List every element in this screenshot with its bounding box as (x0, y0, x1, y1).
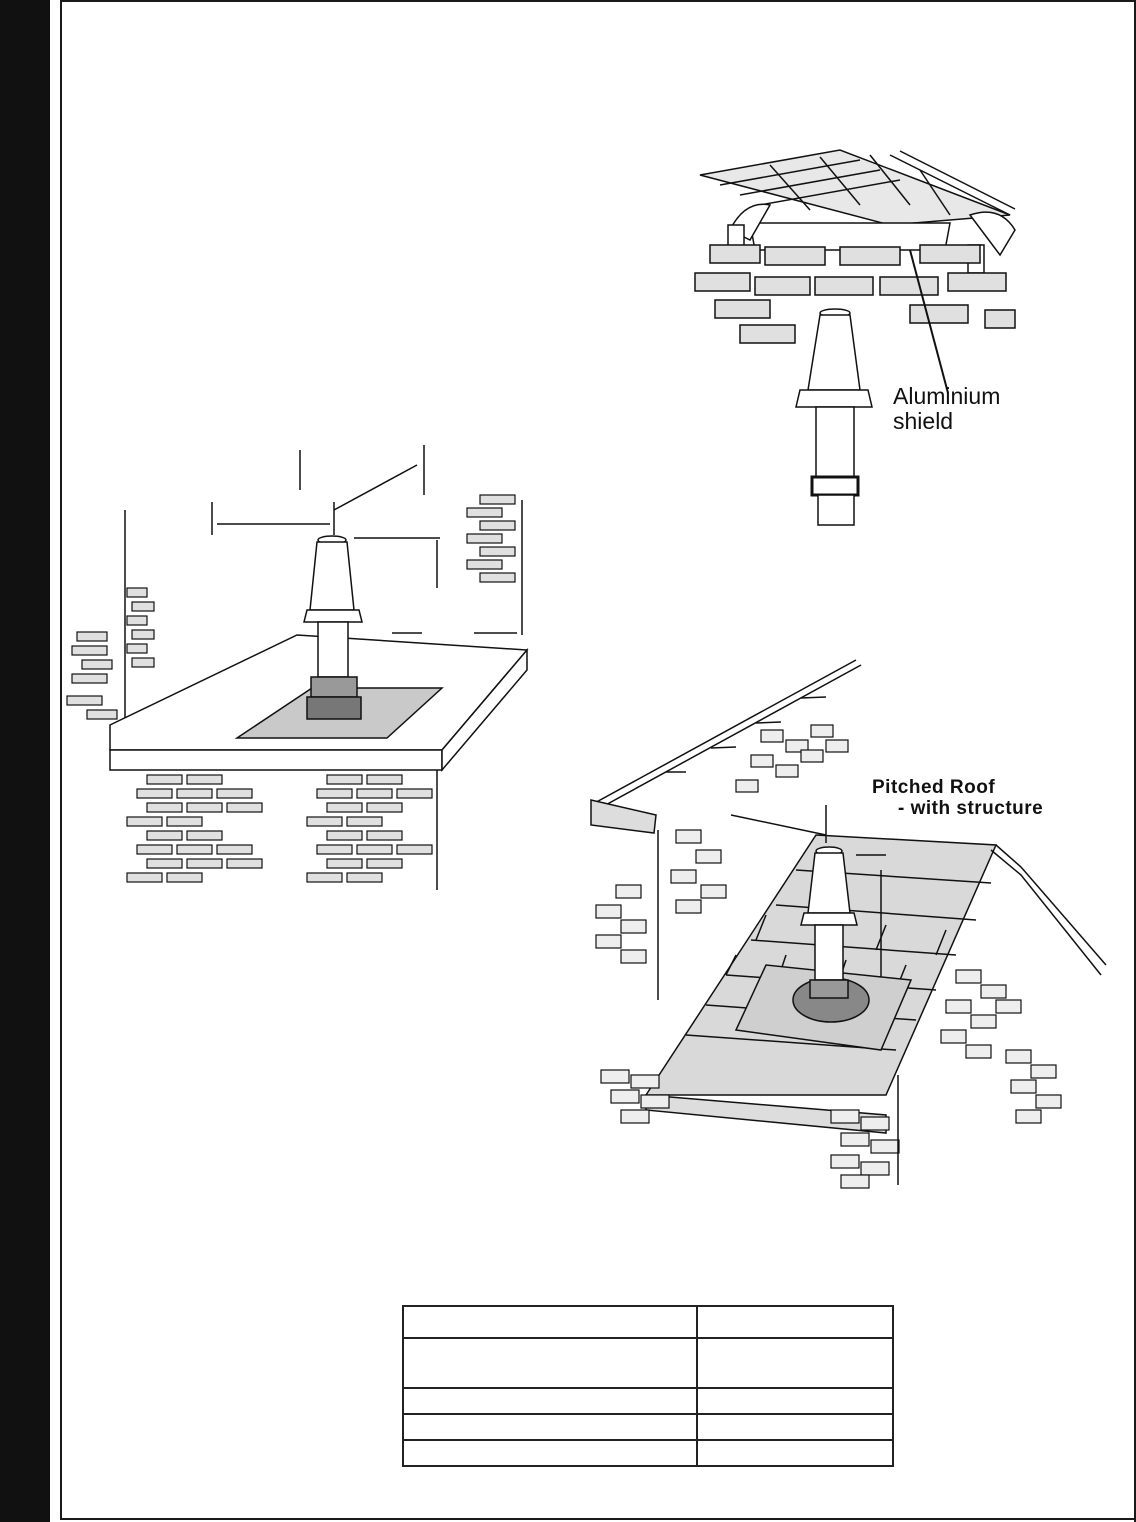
pitched-roof-flue-diagram (586, 655, 1116, 1195)
table-row (403, 1440, 893, 1466)
pitched-roof-subtitle: - with structure (898, 798, 1044, 819)
table-cell (403, 1338, 697, 1388)
eaves-aluminium-shield-diagram (690, 145, 1030, 525)
table-cell (697, 1414, 893, 1440)
table-row (403, 1306, 893, 1338)
page-edge-bar (0, 0, 50, 1522)
table-row (403, 1414, 893, 1440)
table-cell (403, 1388, 697, 1414)
table-cell (403, 1440, 697, 1466)
table-row (403, 1338, 893, 1388)
spec-table (402, 1305, 894, 1467)
pitched-roof-title: Pitched Roof (872, 777, 996, 798)
table-cell (697, 1440, 893, 1466)
table-cell (403, 1306, 697, 1338)
flat-roof-flue-diagram (62, 440, 582, 900)
table-cell (403, 1414, 697, 1440)
table-cell (697, 1306, 893, 1338)
aluminium-shield-label-line2: shield (893, 408, 954, 434)
aluminium-shield-label (893, 384, 1000, 434)
table-cell (697, 1388, 893, 1414)
table-row (403, 1388, 893, 1414)
table-cell (697, 1338, 893, 1388)
aluminium-shield-label-line1: Aluminium (893, 383, 1001, 409)
